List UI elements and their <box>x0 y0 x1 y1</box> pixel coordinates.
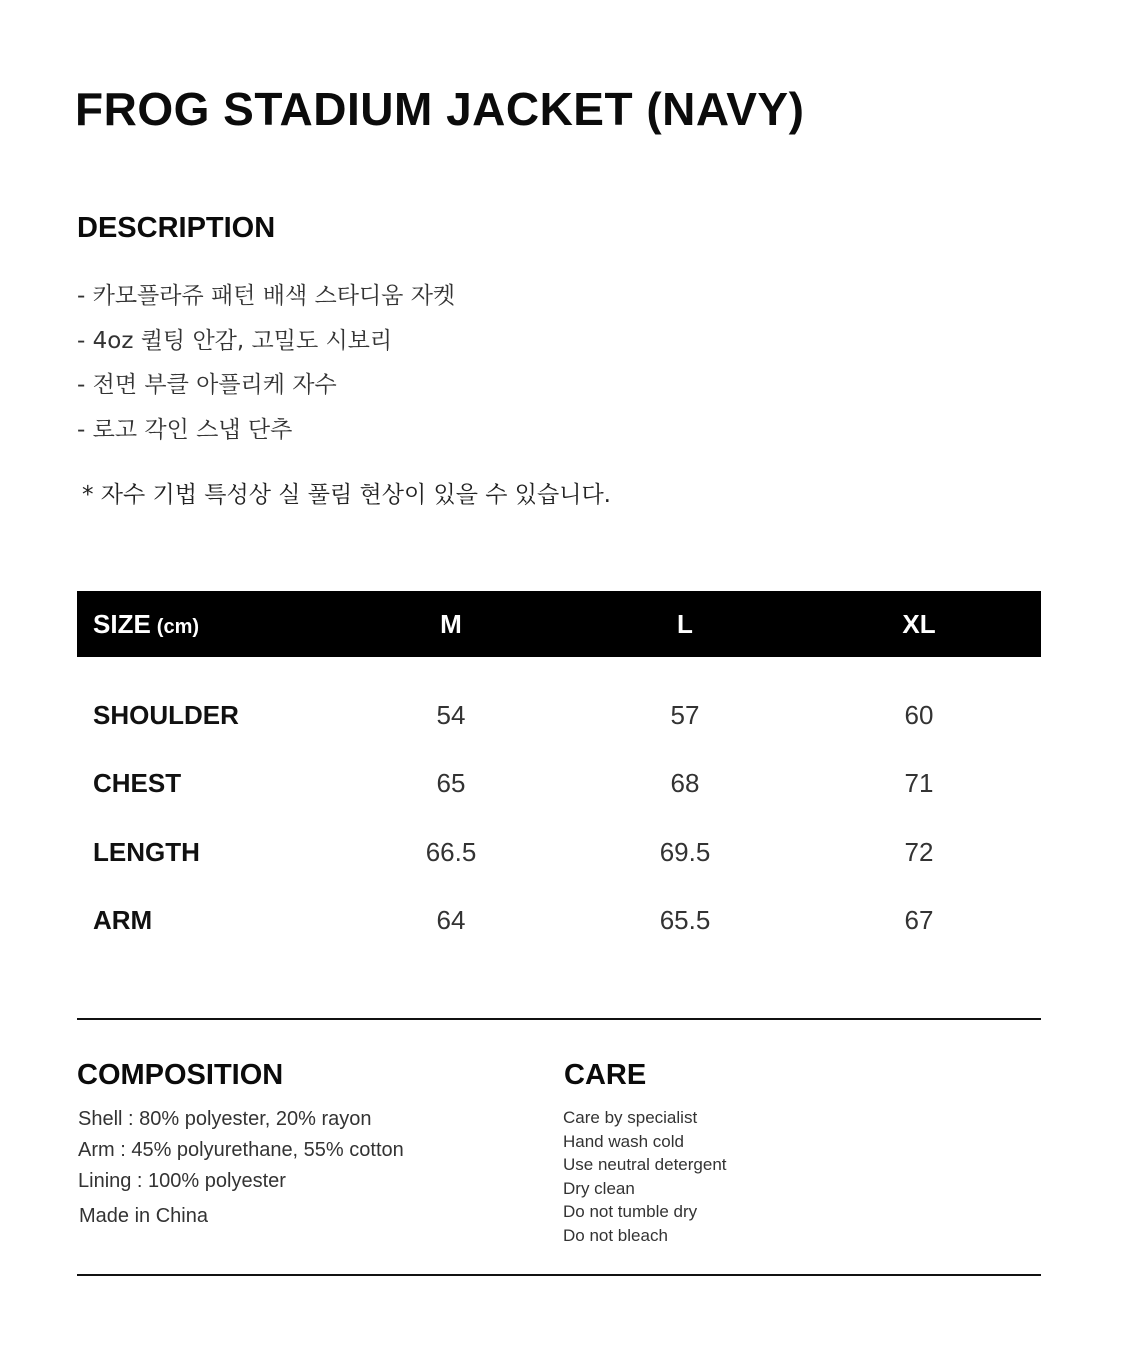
size-table-body <box>77 657 1041 955</box>
care-item: Do not bleach <box>563 1225 668 1245</box>
care-item: Do not tumble dry <box>563 1202 698 1221</box>
cell-chest-xl: 71 <box>904 768 934 799</box>
size-header-title: SIZE <box>93 608 151 639</box>
composition-heading: COMPOSITION <box>77 1059 284 1091</box>
composition-item: Lining : 100% polyester <box>78 1170 286 1192</box>
size-header-m: M <box>440 608 462 639</box>
cell-chest-l: 68 <box>670 768 700 799</box>
divider-bottom <box>77 1274 1041 1276</box>
care-item: Hand wash cold <box>563 1131 684 1151</box>
care-item: Care by specialist <box>563 1108 698 1127</box>
care-list <box>563 1106 727 1247</box>
description-note: * 자수 기법 특성상 실 풀림 현상이 있을 수 있습니다. <box>82 482 611 508</box>
cell-length-m: 66.5 <box>425 836 477 867</box>
row-label-shoulder: SHOULDER <box>93 699 239 730</box>
size-table <box>77 591 1041 955</box>
description-item: - 로고 각인 스냅 단추 <box>77 416 293 443</box>
cell-arm-xl: 67 <box>904 905 934 936</box>
table-row <box>77 818 1041 887</box>
size-table-header <box>77 591 1041 657</box>
care-item: Dry clean <box>563 1178 635 1198</box>
care-heading: CARE <box>564 1059 647 1091</box>
description-item: - 카모플라쥬 패턴 배색 스타디움 자켓 <box>77 283 456 309</box>
cell-arm-m: 64 <box>436 905 466 936</box>
row-label-length: LENGTH <box>93 836 200 867</box>
size-header-l: L <box>677 608 693 639</box>
row-label-chest: CHEST <box>93 768 182 799</box>
cell-shoulder-l: 57 <box>670 699 700 730</box>
size-header-xl: XL <box>902 608 936 639</box>
cell-shoulder-m: 54 <box>436 699 466 730</box>
cell-length-xl: 72 <box>904 836 934 867</box>
row-label-arm: ARM <box>93 905 153 936</box>
composition-list <box>78 1104 404 1197</box>
description-item: - 전면 부클 아플리케 자수 <box>77 372 337 398</box>
size-header-label <box>77 609 335 640</box>
composition-item: Shell : 80% polyester, 20% rayon <box>78 1108 372 1130</box>
divider-top <box>77 1018 1041 1020</box>
description-item: - 4oz 퀼팅 안감, 고밀도 시보리 <box>77 327 393 354</box>
product-title: FROG STADIUM JACKET (NAVY) <box>75 83 805 135</box>
description-heading: DESCRIPTION <box>77 212 276 244</box>
cell-arm-l: 65.5 <box>659 905 711 936</box>
cell-length-l: 69.5 <box>659 836 711 867</box>
cell-shoulder-xl: 60 <box>904 699 934 730</box>
composition-origin: Made in China <box>79 1205 208 1227</box>
care-item: Use neutral detergent <box>563 1155 727 1174</box>
table-row <box>77 887 1041 956</box>
table-row <box>77 681 1041 750</box>
table-row <box>77 750 1041 819</box>
composition-item: Arm : 45% polyurethane, 55% cotton <box>78 1139 404 1161</box>
size-header-unit: (cm) <box>156 615 200 638</box>
cell-chest-m: 65 <box>436 768 466 799</box>
description-list <box>77 274 455 452</box>
